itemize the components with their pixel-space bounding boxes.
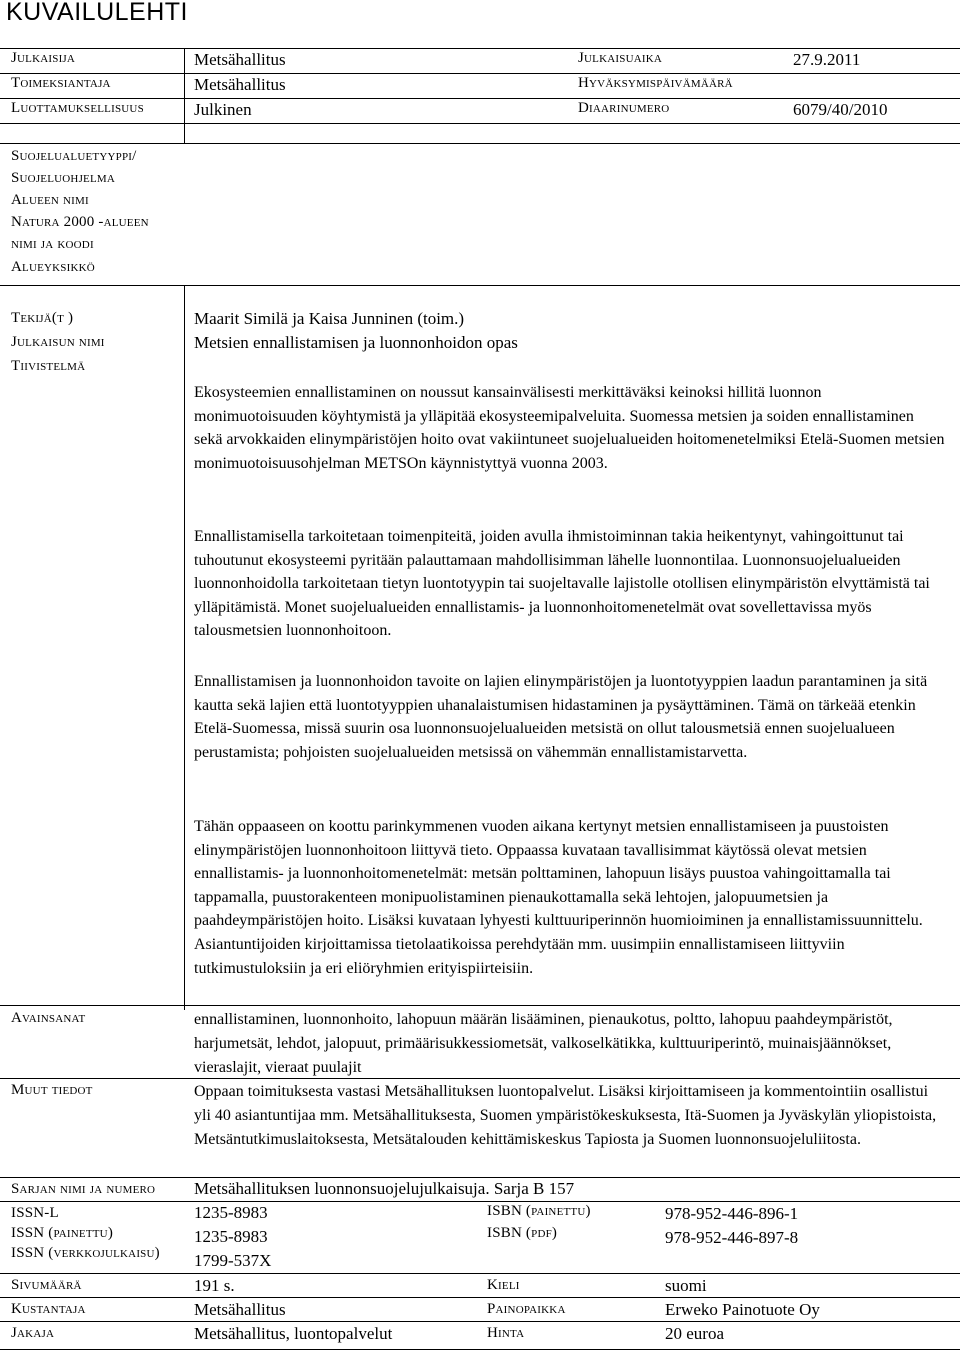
divider: [0, 143, 960, 144]
julkaisun-nimi-value: Metsien ennallistamisen ja luonnonhoidon opas: [194, 333, 518, 352]
hinta-value: 20 euroa: [665, 1324, 725, 1343]
tekija-value: Maarit Similä ja Kaisa Junninen (toim.): [194, 309, 465, 328]
hinta-label: Hinta: [487, 1325, 525, 1341]
abstract-paragraph: Tähän oppaaseen on koottu parinkymmenen vuoden aikana kertynyt metsien ennallistamiseen ja puustoisten elinympäristöjen luonnonhoitoon liittyvä tieto. Oppaassa kuvataan tavallisimmat käytössä olevat metsien ennallistamis- ja luonnonhoitomenetelmät: metsän polttaminen, lahopuun lisäys puustoa vahingoittamalla tai tappamalla, puustorakenteen monipuolistaminen pienaukottamalla sekä lehtojen, jalopuumetsien ja paahdeympäristöjen hoito. Lisäksi kuvataan lyhyesti kulttuuriperinnön huomioiminen ja ennallistamissuunnittelu. Asiantuntijoiden kirjoittamissa tietolaatikoissa perehdytään mm. uusimpiin ennallistamiseen liittyviin tutkimustuloksiin ja eri eliöryhmien erityispiirteisiin.: [194, 818, 923, 977]
julkaisuaika-label: Julkaisuaika: [578, 50, 663, 66]
sarjan-label: Sarjan nimi ja numero: [11, 1181, 156, 1197]
isbn-pdf-label: ISBN (pdf): [487, 1225, 558, 1241]
painopaikka-value: Erweko Painotuote Oy: [665, 1300, 820, 1319]
suojelualuetyyppi-label: Suojelualuetyyppi/: [11, 148, 137, 164]
divider: [184, 285, 185, 1010]
divider: [0, 1177, 960, 1178]
isbn-pdf-value: 978-952-446-897-8: [665, 1228, 799, 1247]
natura-label-2: nimi ja koodi: [11, 236, 94, 252]
issn-verkko-label: ISSN (verkkojulkaisu): [11, 1245, 160, 1261]
divider: [0, 1078, 960, 1079]
issn-verkko-value: 1799-537X: [194, 1251, 272, 1270]
tiivistelma-label: Tiivistelmä: [11, 358, 86, 374]
sarjan-value: Metsähallituksen luonnonsuojelujulkaisuja. Sarja B 157: [194, 1179, 575, 1198]
issn-l-value: 1235-8983: [194, 1203, 268, 1222]
toimeksiantaja-label: Toimeksiantaja: [11, 75, 111, 91]
avainsanat-value: ennallistaminen, luonnonhoito, lahopuun määrän lisääminen, pienaukotus, poltto, lahopuu paahdeympäristöt, harjumetsät, lehdot, jalopuut, primäärisukkessiometsät, valkoselkätikka, kulttuuriperintö, muinaisjäännökset, vieraslajit, vieraat puulajit: [194, 1011, 893, 1076]
avainsanat-label: Avainsanat: [11, 1010, 86, 1026]
hyvaksymispaiva-label: Hyväksymispäivämäärä: [578, 75, 733, 91]
alueen-nimi-label: Alueen nimi: [11, 192, 89, 208]
kustantaja-label: Kustantaja: [11, 1301, 86, 1317]
issn-painettu-label: ISSN (painettu): [11, 1225, 114, 1241]
sivumaara-value: 191 s.: [194, 1276, 235, 1295]
kieli-value: suomi: [665, 1276, 707, 1295]
divider: [0, 1349, 960, 1350]
julkaisun-nimi-label: Julkaisun nimi: [11, 334, 105, 350]
divider: [0, 73, 960, 74]
sivumaara-label: Sivumäärä: [11, 1277, 82, 1293]
divider: [0, 1273, 960, 1274]
kieli-label: Kieli: [487, 1277, 520, 1293]
isbn-painettu-value: 978-952-446-896-1: [665, 1204, 799, 1223]
divider: [0, 98, 960, 99]
abstract-paragraph: Ennallistamisen ja luonnonhoidon tavoite on lajien elinympäristöjen ja luontotyyppien laadun parantaminen ja sitä kautta sekä lajien että luontotyyppien uhanalaistumisen hidastaminen ja pysäyttäminen. Tämä on tärkeää etenkin Etelä-Suomessa, missä suurin osa luonnonsuojelualueiden metsistä on ollut talousmetsiä ennen suojelualueen perustamista; pohjoisten suojelualueiden metsissä on vähemmän ennallistamistarvetta.: [194, 673, 928, 761]
divider: [0, 48, 960, 49]
julkaisija-value: Metsähallitus: [194, 50, 286, 69]
diaarinumero-label: Diaarinumero: [578, 100, 670, 116]
divider: [0, 285, 960, 286]
isbn-painettu-label: ISBN (painettu): [487, 1203, 591, 1219]
divider: [184, 48, 185, 143]
kustantaja-value: Metsähallitus: [194, 1300, 286, 1319]
issn-l-label: ISSN-L: [11, 1205, 59, 1221]
luottamuksellisuus-label: Luottamuksellisuus: [11, 100, 144, 116]
painopaikka-label: Painopaikka: [487, 1301, 566, 1317]
julkaisija-label: Julkaisija: [11, 50, 76, 66]
muut-tiedot-value: Oppaan toimituksesta vastasi Metsähallituksen luontopalvelut. Lisäksi kirjoittamiseen ja kommentointiin osallistui yli 40 asiantuntijaa mm. Metsähallituksesta, Suomen ympäristökeskuksesta, Itä-Suomen ja Jyväskylän yliopistoista, Metsäntutkimuslaitoksesta, Metsätalouden kehittämiskeskus Tapiosta ja Suomen luonnonsuojeluliitosta.: [194, 1083, 937, 1148]
divider: [0, 1201, 960, 1202]
divider: [0, 1005, 960, 1006]
suojeluohjelma-label: Suojeluohjelma: [11, 170, 116, 186]
divider: [0, 1321, 960, 1322]
luottamuksellisuus-value: Julkinen: [194, 100, 252, 119]
jakaja-value: Metsähallitus, luontopalvelut: [194, 1324, 393, 1343]
julkaisuaika-value: 27.9.2011: [793, 50, 861, 69]
natura-label: Natura 2000 -alueen: [11, 214, 149, 230]
issn-painettu-value: 1235-8983: [194, 1227, 268, 1246]
document-title: KUVAILULEHTI: [6, 0, 188, 26]
jakaja-label: Jakaja: [11, 1325, 55, 1341]
divider: [0, 123, 960, 124]
muut-tiedot-label: Muut tiedot: [11, 1082, 93, 1098]
toimeksiantaja-value: Metsähallitus: [194, 75, 286, 94]
divider: [0, 1297, 960, 1298]
tekija-label: Tekijä(t ): [11, 310, 74, 326]
alueyksikko-label: Alueyksikkö: [11, 259, 95, 275]
abstract-paragraph: Ennallistamisella tarkoitetaan toimenpiteitä, joiden avulla ihmistoiminnan takia heikentynyt, vahingoittunut tai tuhoutunut ekosysteemi pyritään palauttamaan mahdollisimman lähelle luonnontilaa. Luonnonsuojelualueiden luonnonhoidolla tarkoitetaan tietyn luontotyypin tai suojeltavalle lajistolle otollisen elinympäristön elvyttämistä tai ylläpitämistä. Monet suojelualueiden ennallistamis- ja luonnonhoitomenetelmät ovat sovellettavissa myös talousmetsien luonnonhoitoon.: [194, 528, 930, 640]
abstract-paragraph: Ekosysteemien ennallistaminen on noussut kansainvälisesti merkittäväksi keinoksi hillitä luonnon monimuotoisuuden köyhtymistä ja ylläpitää ekosysteemipalveluita. Suomessa metsien ja soiden ennallistaminen sekä arvokkaiden elinympäristöjen hoito ovat vakiintuneet suojelualueiden hoitomenetelmiksi Etelä-Suomen metsien monimuotoisuusohjelman METSOn käynnistyttyä vuonna 2003.: [194, 384, 945, 472]
diaarinumero-value: 6079/40/2010: [793, 100, 888, 119]
